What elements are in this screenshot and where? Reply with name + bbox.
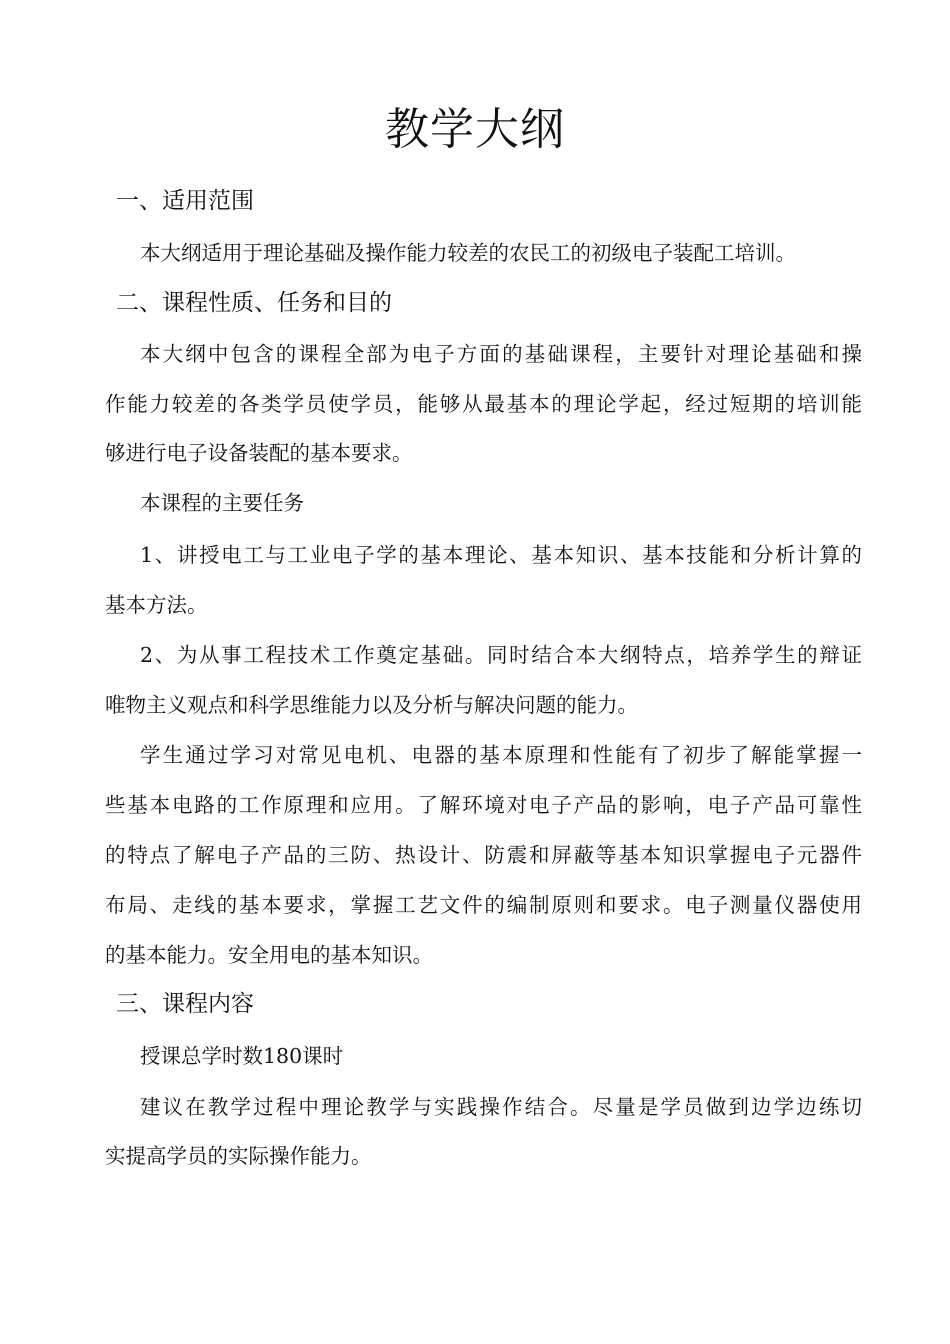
paragraph-line: 的基本能力。安全用电的基本知识。 — [105, 943, 433, 967]
paragraph-line: 建议在教学过程中理论教学与实践操作结合。尽量是学员做到边学边练切 — [140, 1095, 862, 1119]
paragraph-line: 够进行电子设备装配的基本要求。 — [105, 441, 413, 465]
paragraph-line: 基本方法。 — [105, 593, 208, 617]
paragraph-line: 实提高学员的实际操作能力。 — [105, 1144, 372, 1168]
paragraph-line: 唯物主义观点和科学思维能力以及分析与解决问题的能力。 — [105, 693, 638, 717]
section-heading-content: 三、课程内容 — [116, 991, 254, 1017]
paragraph-line: 作能力较差的各类学员使学员，能够从最基本的理论学起，经过短期的培训能 — [105, 392, 862, 416]
paragraph-line: 1、讲授电工与工业电子学的基本理论、基本知识、基本技能和分析计算的 — [140, 543, 862, 567]
paragraph-line: 布局、走线的基本要求，掌握工艺文件的编制原则和要求。电子测量仪器使用 — [105, 893, 862, 917]
paragraph-line: 本大纲中包含的课程全部为电子方面的基础课程，主要针对理论基础和操 — [140, 342, 862, 366]
document-title: 教学大纲 — [385, 104, 565, 155]
paragraph-line: 本大纲适用于理论基础及操作能力较差的农民工的初级电子装配工培训。 — [140, 241, 796, 265]
paragraph-line: 本课程的主要任务 — [140, 491, 304, 515]
paragraph-line: 些基本电路的工作原理和应用。了解环境对电子产品的影响，电子产品可靠性 — [105, 793, 862, 817]
section-heading-scope: 一、适用范围 — [116, 188, 254, 214]
section-heading-nature: 二、课程性质、任务和目的 — [116, 290, 392, 316]
paragraph-line: 授课总学时数180课时 — [140, 1044, 344, 1068]
paragraph-line: 学生通过学习对常见电机、电器的基本原理和性能有了初步了解能掌握一 — [140, 743, 862, 767]
paragraph-line: 的特点了解电子产品的三防、热设计、防震和屏蔽等基本知识掌握电子元器件 — [105, 843, 862, 867]
paragraph-line: 2、为从事工程技术工作奠定基础。同时结合本大纲特点，培养学生的辩证 — [140, 643, 862, 667]
